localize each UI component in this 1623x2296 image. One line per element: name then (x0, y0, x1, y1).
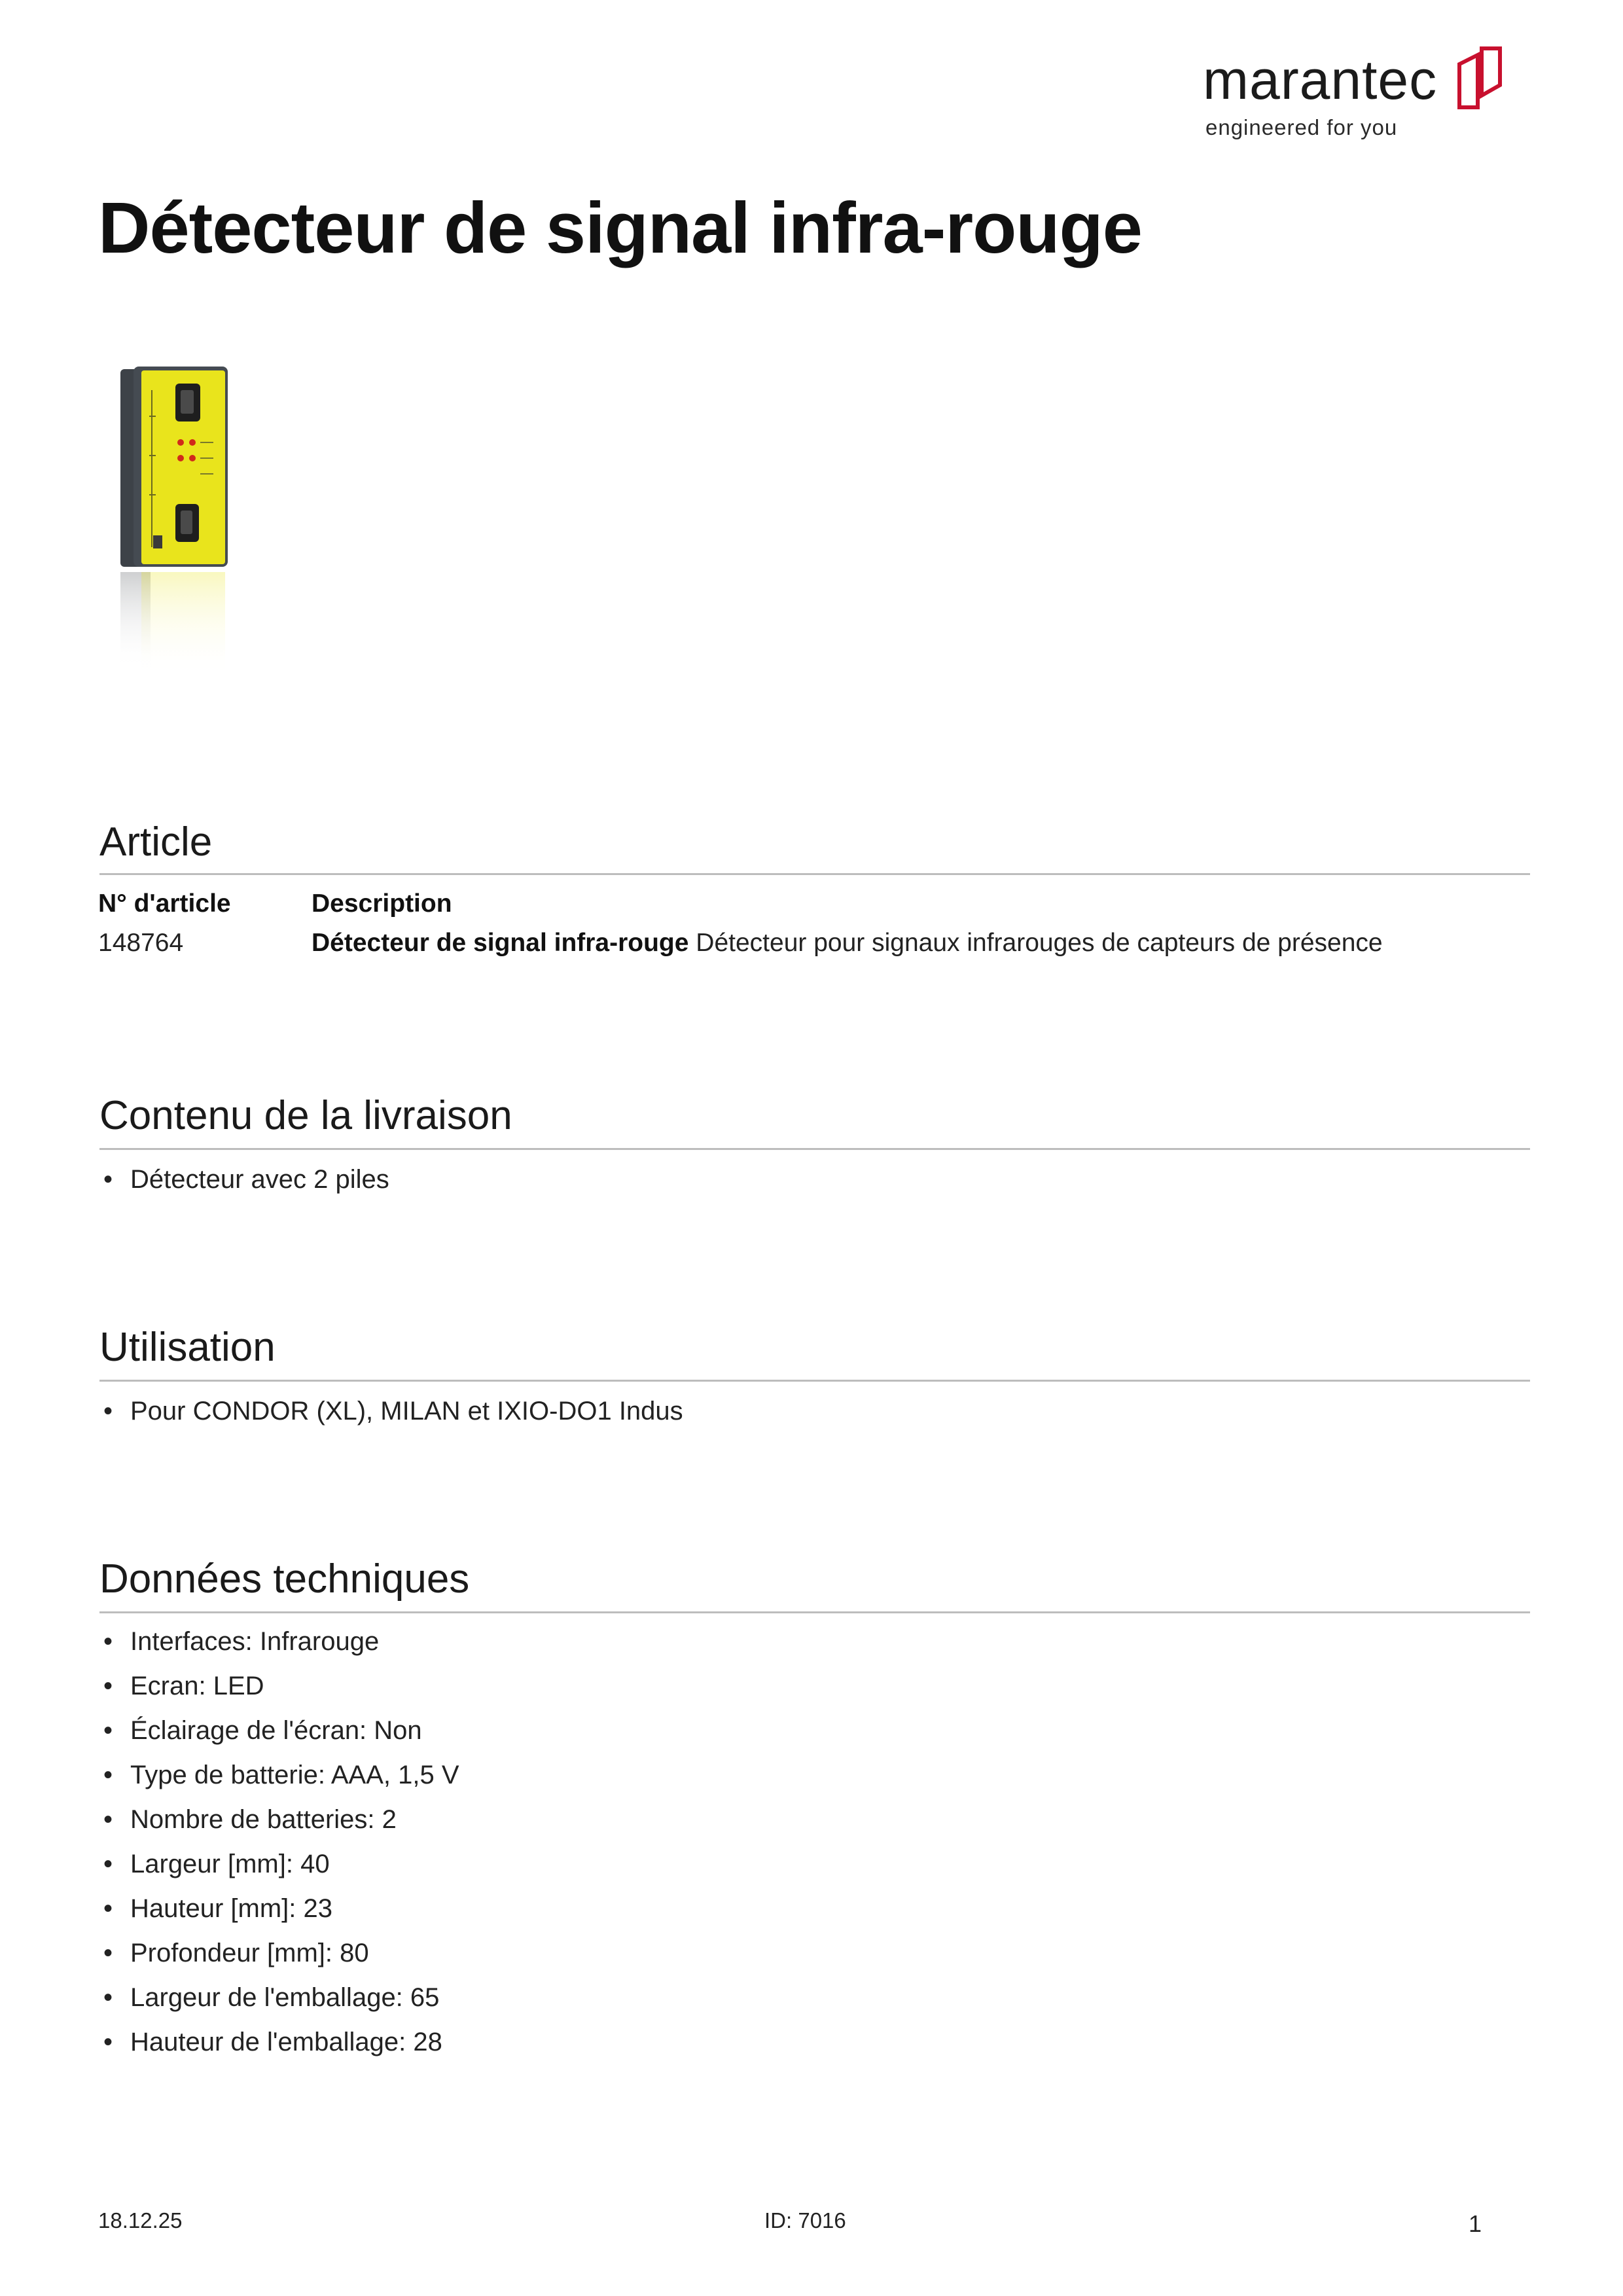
page-number: 1 (1469, 2210, 1482, 2237)
usage-list (99, 1389, 683, 1433)
list-item-text: Pour CONDOR (XL), MILAN et IXIO-DO1 Indus (130, 1397, 683, 1426)
bullet-icon: • (103, 1397, 113, 1426)
section-divider (99, 1611, 1530, 1613)
list-item-text: Nombre de batteries: 2 (130, 1805, 397, 1834)
bullet-icon: • (103, 1983, 113, 2012)
list-item (99, 1389, 683, 1433)
section-divider (99, 873, 1530, 875)
bullet-icon: • (103, 1165, 113, 1194)
brand-logo (1203, 43, 1504, 148)
list-item (99, 1664, 459, 1708)
tech-heading: Données techniques (99, 1556, 470, 1602)
description-text: Détecteur pour signaux infrarouges de capteurs de présence (688, 929, 1383, 957)
list-item-text: Éclairage de l'écran: Non (130, 1716, 422, 1745)
description-value (312, 928, 1383, 959)
brand-name: marantec (1203, 49, 1438, 111)
section-divider (99, 1148, 1530, 1150)
brand-tagline: engineered for you (1205, 115, 1398, 139)
list-item-text: Largeur de l'emballage: 65 (130, 1983, 440, 2012)
section-divider (99, 1380, 1530, 1382)
bullet-icon: • (103, 1939, 113, 1967)
product-image (115, 364, 233, 691)
list-item (99, 1753, 459, 1797)
list-item-text: Profondeur [mm]: 80 (130, 1939, 369, 1967)
description-product-name: Détecteur de signal infra-rouge (312, 929, 689, 957)
bullet-icon: • (103, 1761, 113, 1789)
delivery-heading: Contenu de la livraison (99, 1093, 512, 1138)
page-title: Détecteur de signal infra-rouge (98, 188, 1142, 268)
footer-id: ID: 7016 (764, 2208, 846, 2233)
list-item (99, 1975, 459, 2020)
list-item-text: Hauteur [mm]: 23 (130, 1894, 333, 1923)
bullet-icon: • (103, 1850, 113, 1878)
list-item (99, 1157, 389, 1202)
usage-heading: Utilisation (99, 1325, 276, 1370)
list-item-text: Détecteur avec 2 piles (130, 1165, 389, 1194)
article-number-header: N° d'article (98, 889, 231, 918)
list-item (99, 1619, 459, 1664)
bullet-icon: • (103, 1805, 113, 1834)
list-item (99, 1708, 459, 1753)
article-heading: Article (99, 819, 213, 865)
brand-mark-icon (1455, 45, 1504, 110)
tech-list (99, 1619, 459, 2064)
list-item-text: Interfaces: Infrarouge (130, 1627, 380, 1656)
list-item (99, 1931, 459, 1975)
bullet-icon: • (103, 1716, 113, 1745)
bullet-icon: • (103, 1894, 113, 1923)
footer-date: 18.12.25 (98, 2208, 183, 2233)
list-item-text: Ecran: LED (130, 1672, 264, 1700)
list-item (99, 1842, 459, 1886)
description-header: Description (312, 889, 452, 918)
list-item (99, 1886, 459, 1931)
bullet-icon: • (103, 2028, 113, 2056)
bullet-icon: • (103, 1672, 113, 1700)
list-item-text: Largeur [mm]: 40 (130, 1850, 330, 1878)
list-item (99, 1797, 459, 1842)
delivery-list (99, 1157, 389, 1202)
list-item (99, 2020, 459, 2064)
bullet-icon: • (103, 1627, 113, 1656)
list-item-text: Type de batterie: AAA, 1,5 V (130, 1761, 459, 1789)
list-item-text: Hauteur de l'emballage: 28 (130, 2028, 442, 2056)
article-number-value: 148764 (98, 929, 184, 957)
